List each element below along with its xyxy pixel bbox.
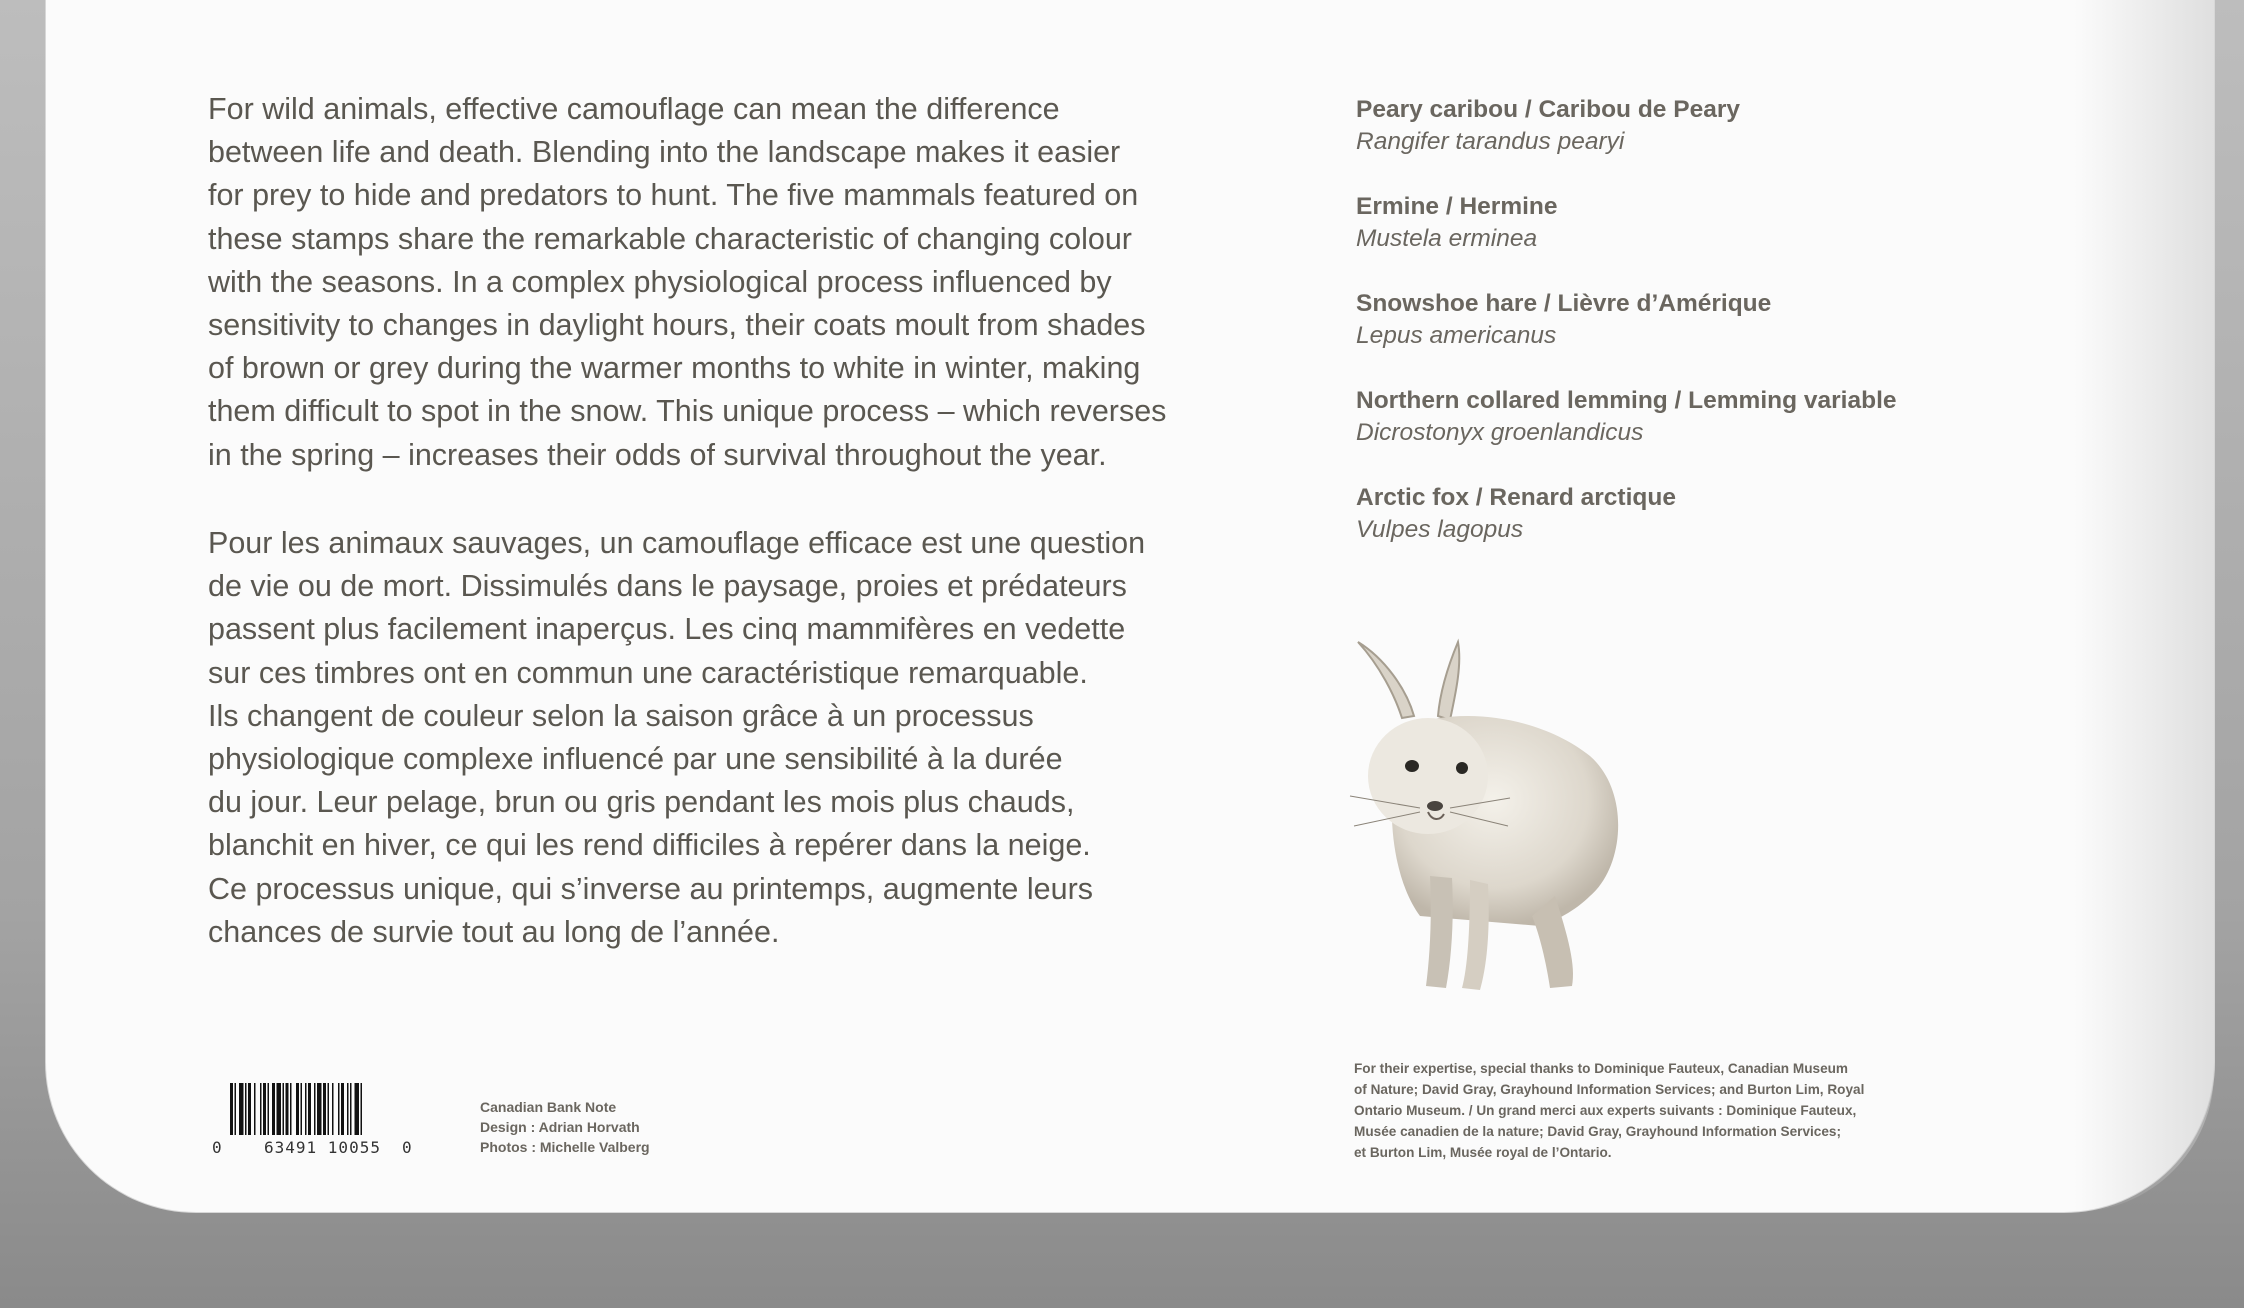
text-line: for prey to hide and predators to hunt. The five mammals featured on [208, 178, 1139, 213]
text-line: blanchit en hiver, ce qui les rend difficiles à repérer dans la neige. [208, 828, 1091, 863]
barcode-bar [355, 1083, 360, 1135]
barcode-bar [301, 1083, 303, 1135]
barcode-bar [263, 1083, 266, 1135]
credit-photos: Photos : Michelle Valberg [480, 1139, 650, 1155]
species-item [1356, 385, 2136, 482]
text-line: passent plus facilement inaperçus. Les cinq mammifères en vedette [208, 612, 1126, 647]
text-line: sur ces timbres ont en commun une caractéristique remarquable. [208, 655, 1088, 690]
species-common-name: Snowshoe hare / Lièvre d’Amérique [1356, 290, 1772, 317]
barcode-bar [272, 1083, 275, 1135]
barcode-bar [332, 1083, 334, 1135]
species-common-name: Ermine / Hermine [1356, 193, 1558, 220]
species-item [1356, 94, 2136, 191]
barcode-left-digit: 0 [212, 1138, 222, 1157]
production-credits [480, 1097, 650, 1157]
text-line: in the spring – increases their odds of survival throughout the year. [208, 437, 1107, 472]
text-line: du jour. Leur pelage, brun ou gris pendant les mois plus chauds, [208, 785, 1075, 820]
upc-barcode [204, 1083, 424, 1157]
species-list [1356, 94, 2136, 579]
text-line: sensitivity to changes in daylight hours, their coats moult from shades [208, 308, 1146, 343]
barcode-bar [314, 1083, 316, 1135]
species-latin-name: Lepus americanus [1356, 322, 1557, 349]
text-line: these stamps share the remarkable characteristic of changing colour [208, 221, 1132, 256]
barcode-bar [260, 1083, 262, 1135]
text-line: with the seasons. In a complex physiological process influenced by [208, 264, 1112, 299]
species-common-name: Peary caribou / Caribou de Peary [1356, 96, 1740, 123]
barcode-bar [286, 1083, 289, 1135]
description-french [208, 522, 1248, 954]
text-line: de vie ou de mort. Dissimulés dans le paysage, proies et prédateurs [208, 569, 1127, 604]
text-line: Ils changent de couleur selon la saison grâce à un processus [208, 698, 1034, 733]
snowshoe-hare-image [1340, 636, 1640, 996]
species-latin-name: Vulpes lagopus [1356, 516, 1524, 543]
species-item [1356, 191, 2136, 288]
barcode-bar [254, 1083, 256, 1135]
barcode-bar [328, 1083, 330, 1135]
barcode-bar [308, 1083, 311, 1135]
hare-illustration [1340, 636, 1640, 996]
text-line: between life and death. Blending into the landscape makes it easier [208, 135, 1121, 170]
species-common-name: Arctic fox / Renard arctique [1356, 484, 1676, 511]
species-latin-name: Rangifer tarandus pearyi [1356, 128, 1625, 155]
credit-design: Design : Adrian Horvath [480, 1119, 640, 1135]
barcode-bar [350, 1083, 352, 1135]
text-line: of brown or grey during the warmer months to white in winter, making [208, 351, 1141, 386]
barcode-bar [248, 1083, 251, 1135]
text-line: them difficult to spot in the snow. This unique process – which reverses [208, 394, 1167, 429]
barcode-bar [230, 1083, 233, 1135]
barcode-bar [235, 1083, 237, 1135]
text-line: et Burton Lim, Musée royal de l’Ontario. [1354, 1145, 1612, 1160]
barcode-bar [239, 1083, 244, 1135]
barcode-bars [228, 1083, 404, 1141]
text-line: Ce processus unique, qui s’inverse au printemps, augmente leurs [208, 871, 1093, 906]
text-line: Ontario Museum. / Un grand merci aux experts suivants : Dominique Fauteux, [1354, 1103, 1857, 1118]
barcode-bar [305, 1083, 307, 1135]
text-line: Pour les animaux sauvages, un camouflage efficace est une question [208, 526, 1146, 560]
species-item [1356, 482, 2136, 579]
barcode-bar [277, 1083, 282, 1135]
text-line: For wild animals, effective camouflage can mean the difference [208, 92, 1060, 126]
barcode-digits: 63491 10055 [264, 1138, 381, 1157]
species-item [1356, 288, 2136, 385]
species-latin-name: Mustela erminea [1356, 225, 1538, 252]
barcode-bar [283, 1083, 285, 1135]
barcode-bar [290, 1083, 292, 1135]
barcode-bar [296, 1083, 299, 1135]
barcode-bar [317, 1083, 322, 1135]
species-common-name: Northern collared lemming / Lemming variable [1356, 387, 1897, 414]
acknowledgements [1354, 1058, 1974, 1163]
credit-printer: Canadian Bank Note [480, 1099, 617, 1115]
text-line: of Nature; David Gray, Grayhound Information Services; and Burton Lim, Royal [1354, 1082, 1865, 1097]
barcode-bar [323, 1083, 326, 1135]
text-line: physiologique complexe influencé par une sensibilité à la durée [208, 742, 1063, 777]
barcode-bar [347, 1083, 349, 1135]
barcode-right-digit: 0 [402, 1138, 412, 1157]
barcode-bar [245, 1083, 247, 1135]
barcode-bar [361, 1083, 363, 1135]
barcode-bar [341, 1083, 344, 1135]
text-line: chances de survie tout au long de l’année. [208, 914, 780, 949]
description-english [208, 88, 1248, 477]
barcode-bar [338, 1083, 340, 1135]
species-latin-name: Dicrostonyx groenlandicus [1356, 419, 1644, 446]
text-line: Musée canadien de la nature; David Gray, Grayhound Information Services; [1354, 1124, 1841, 1139]
text-line: For their expertise, special thanks to Dominique Fauteux, Canadian Museum [1354, 1061, 1849, 1076]
barcode-bar [268, 1083, 270, 1135]
